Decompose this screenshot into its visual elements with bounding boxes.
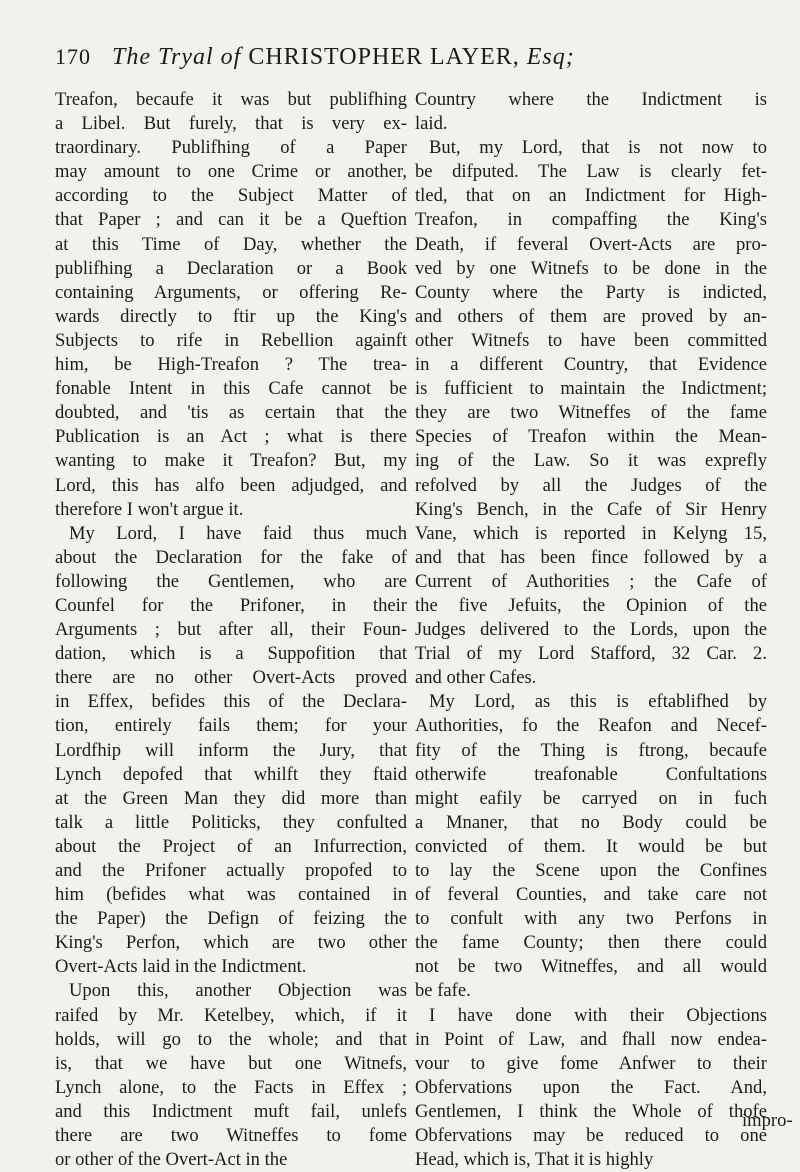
text-line: otherwife treafonable Confultations (415, 763, 767, 785)
text-line: Judges delivered to the Lords, upon the (415, 619, 767, 641)
text-line: Arguments ; but after all, their Foun- (55, 619, 407, 641)
text-line: in Point of Law, and fhall now endea- (415, 1028, 767, 1050)
text-line: Trial of my Lord Stafford, 32 Car. 2. (415, 643, 767, 665)
text-line: they are two Witneffes of the fame (415, 402, 767, 424)
text-line: Treafon, in compaffing the King's (415, 209, 767, 231)
text-line: But, my Lord, that is not now to (429, 137, 767, 159)
text-line: and others of them are proved by an- (415, 305, 767, 327)
text-line: wanting to make it Treafon? But, my (55, 450, 407, 472)
text-line: of feveral Counties, and take care not (415, 884, 767, 906)
text-line: therefore I won't argue it. (55, 498, 244, 520)
text-line: tion, entirely fails them; for your (55, 715, 407, 737)
text-line: raifed by Mr. Ketelbey, which, if it (55, 1004, 407, 1026)
text-line: him (befides what was contained in (55, 884, 407, 906)
header-title-suffix: Esq; (526, 44, 575, 70)
text-line: Gentlemen, I think the Whole of thofe (415, 1100, 767, 1122)
text-line: I have done with their Objections (429, 1004, 767, 1026)
text-line: fonable Intent in this Cafe cannot be (55, 378, 407, 400)
text-line: Country where the Indictment is (415, 89, 767, 110)
left-column (55, 88, 407, 1172)
text-line: about the Declaration for the fake of (55, 546, 407, 568)
text-line: a Libel. But furely, that is very ex- (55, 113, 407, 135)
text-line: the fame County; then there could (415, 932, 767, 954)
text-line: ved by one Witnefs to be done in the (415, 257, 767, 279)
text-line: there are no other Overt-Acts proved (55, 667, 407, 689)
text-line: Treafon, becaufe it was but publifhing (55, 89, 407, 110)
text-line: or other of the Overt-Act in the (55, 1149, 288, 1171)
text-line: be fafe. (415, 980, 471, 1002)
text-line: Vane, which is reported in Kelyng 15, (415, 522, 767, 544)
text-line: the Paper) the Defign of feizing the (55, 908, 407, 930)
text-line: tled, that on an Indictment for High- (415, 185, 767, 207)
text-line: containing Arguments, or offering Re- (55, 281, 407, 303)
page-number: 170 (55, 44, 91, 69)
text-line: Lynch depofed that whilft they ftaid (55, 763, 407, 785)
text-line: publifhing a Declaration or a Book (55, 257, 407, 279)
running-header (55, 44, 795, 71)
text-line: according to the Subject Matter of (55, 185, 407, 207)
text-line: Subjects to rife in Rebellion againft (55, 329, 407, 351)
text-line: him, be High-Treafon ? The trea- (55, 354, 407, 376)
text-line: talk a little Politicks, they confulted (55, 811, 407, 833)
text-line: might eafily be carryed on in fuch (415, 787, 767, 809)
text-line: Obfervations upon the Fact. And, (415, 1076, 767, 1098)
text-line: laid. (415, 113, 448, 135)
text-line: County where the Party is indicted, (415, 281, 767, 303)
text-line: and other Cafes. (415, 667, 537, 689)
text-line: that Paper ; and can it be a Queftion (55, 209, 407, 231)
text-line: fity of the Thing is ftrong, becaufe (415, 739, 767, 761)
text-line: is fufficient to maintain the Indictment; (415, 378, 767, 400)
text-line: Current of Authorities ; the Cafe of (415, 570, 767, 592)
text-line: the five Jefuits, the Opinion of the (415, 594, 767, 616)
text-line: traordinary. Publifhing of a Paper (55, 137, 407, 159)
text-line: Authorities, fo the Reafon and Necef- (415, 715, 767, 737)
text-line: and this Indictment muft fail, unlefs (55, 1100, 407, 1122)
text-line: Lynch alone, to the Facts in Effex ; (55, 1076, 407, 1098)
text-line: Overt-Acts laid in the Indictment. (55, 956, 307, 978)
text-line: vour to give fome Anfwer to their (415, 1052, 767, 1074)
text-line: Obfervations may be reduced to one (415, 1125, 767, 1147)
header-title-name: CHRISTOPHER LAYER, (248, 44, 520, 70)
text-line: holds, will go to the whole; and that (55, 1028, 407, 1050)
text-line: Death, if feveral Overt-Acts are pro- (415, 233, 767, 255)
text-line: Upon this, another Objection was (69, 980, 407, 1002)
text-line: King's Perfon, which are two other (55, 932, 407, 954)
catchword: impro- (742, 1110, 793, 1131)
text-line: wards directly to ftir up the King's (55, 305, 407, 327)
text-line: and the Prifoner actually propofed to (55, 860, 407, 881)
text-line: King's Bench, in the Cafe of Sir Henry (415, 498, 767, 520)
text-line: My Lord, I have faid thus much (69, 522, 407, 544)
text-line: Head, which is, That it is highly (415, 1149, 654, 1171)
text-line: My Lord, as this is eftablifhed by (429, 691, 767, 713)
text-line: following the Gentlemen, who are (55, 570, 407, 592)
text-line: in Effex, befides this of the Declara- (55, 691, 407, 713)
text-line: ing of the Law. So it was exprefly (415, 450, 767, 472)
text-line: doubted, and 'tis as certain that the (55, 402, 407, 424)
header-title-italic: The Tryal of (112, 44, 242, 70)
text-line: to lay the Scene upon the Confines (415, 860, 767, 881)
text-line: Lord, this has alfo been adjudged, and (55, 474, 407, 496)
text-line: about the Project of an Infurrection, (55, 835, 407, 857)
text-line: convicted of them. It would be but (415, 835, 767, 857)
text-line: in a different Country, that Evidence (415, 354, 767, 376)
text-line: a Mnaner, that no Body could be (415, 811, 767, 833)
text-line: to confult with any two Perfons in (415, 908, 767, 930)
text-line: refolved by all the Judges of the (415, 474, 767, 496)
text-line: other Witnefs to have been committed (415, 329, 767, 351)
text-line: there are two Witneffes to fome (55, 1125, 407, 1147)
text-line: at this Time of Day, whether the (55, 233, 407, 255)
text-line: dation, which is a Suppofition that (55, 643, 407, 665)
text-line: not be two Witneffes, and all would (415, 956, 767, 978)
text-line: at the Green Man they did more than (55, 787, 407, 809)
text-line: be difputed. The Law is clearly fet- (415, 161, 767, 183)
text-line: Species of Treafon within the Mean- (415, 426, 767, 448)
text-line: Lordfhip will inform the Jury, that (55, 739, 407, 761)
text-line: may amount to one Crime or another, (55, 161, 407, 183)
text-line: and that has been fince followed by a (415, 546, 767, 568)
text-line: is, that we have but one Witnefs, (55, 1052, 407, 1074)
text-line: Counfel for the Prifoner, in their (55, 594, 407, 616)
text-line: Publication is an Act ; what is there (55, 426, 407, 448)
right-column (415, 88, 767, 1172)
